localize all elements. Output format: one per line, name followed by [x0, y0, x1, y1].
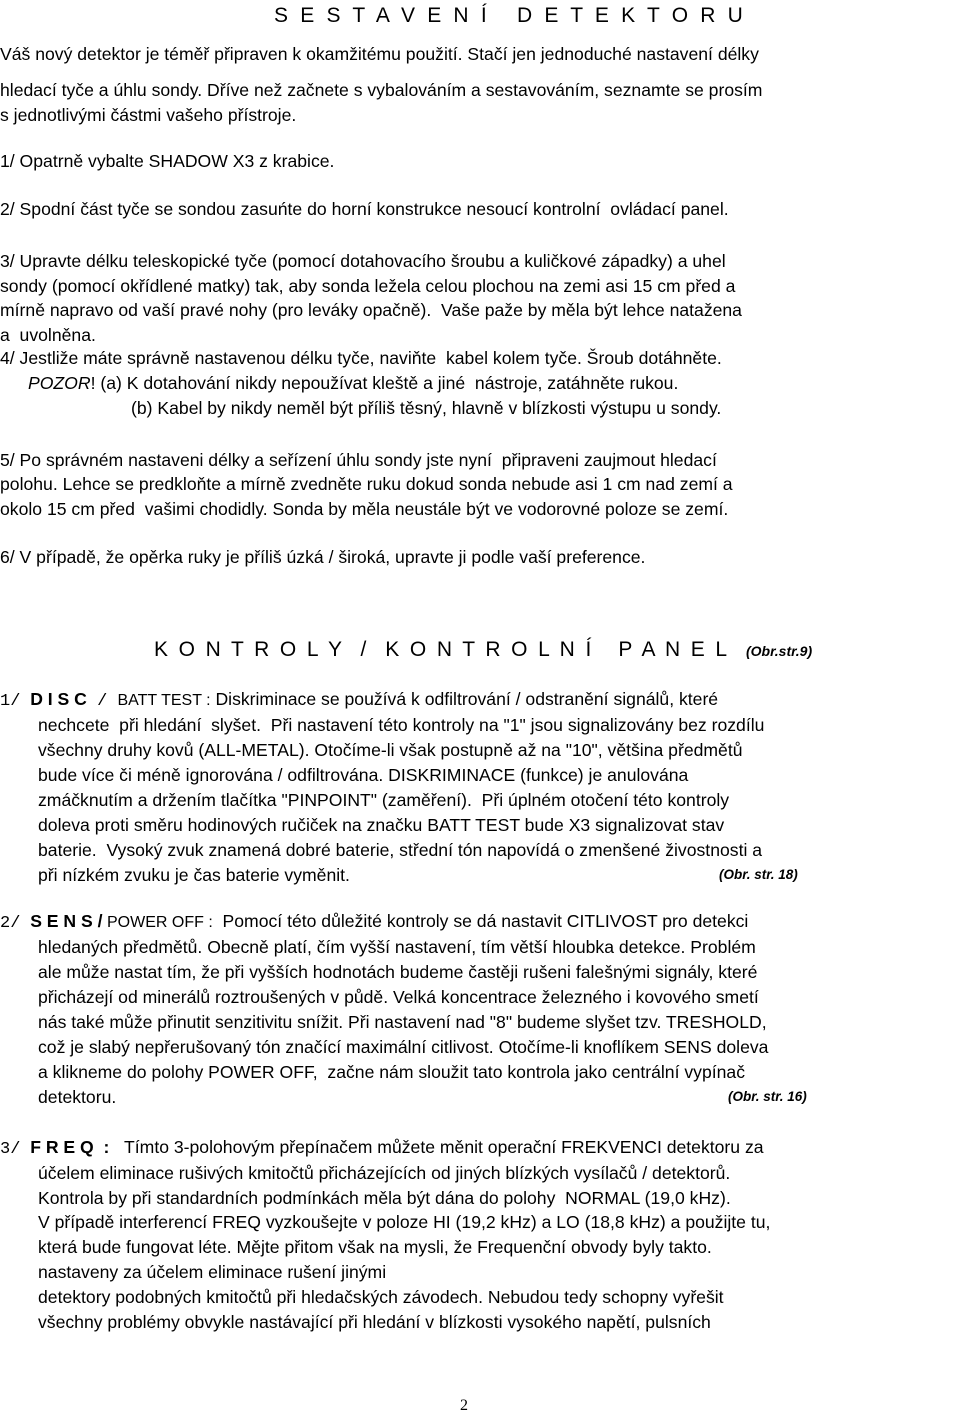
sens-line: hledaných předmětů. Obecně platí, čím vyšší nastavení, tím větší hloubka detekce. Problém: [38, 937, 756, 957]
sens-line: což je slabý nepřerušovaný tón značící maximální citlivost. Otočíme-li knoflíkem SENS doleva: [38, 1037, 769, 1057]
page-title: S E S T A V E N Í D E T E K T O R U: [274, 4, 747, 27]
sens-line: přicházejí od minerálů roztroušených v půdě. Velká koncentrace železného i kovového smetí: [38, 987, 759, 1007]
intro-line: Váš nový detektor je téměř připraven k okamžitému použití. Stačí jen jednoduché nastavení délky: [0, 44, 759, 64]
disc-line: baterie. Vysoký zvuk znamená dobré baterie, střední tón napovídá o zmenšené živostnosti a: [38, 840, 763, 860]
disc-ref: (Obr. str. 18): [719, 867, 798, 882]
disc-name: D I S C: [30, 689, 87, 709]
freq-name: F R E Q :: [30, 1137, 110, 1157]
freq-line: detektory podobných kmitočtů při hledačských závodech. Nebudou tedy schopny vyřešit: [38, 1287, 724, 1307]
intro-line: s jednotlivými částmi vašeho přístroje.: [0, 105, 297, 125]
step-5-line: okolo 15 cm před vašimi chodidly. Sonda by měla neustále být ve vodorovné poloze se zemí.: [0, 499, 729, 519]
disc-line: nechcete při hledání slyšet. Při nastavení této kontroly na "1" jsou signalizovány bez rozdílu: [38, 715, 765, 735]
step-5-line: polohu. Lehce se predkloňte a mírně zvedněte ruku dokud sonda nebude asi 1 cm nad zemí a: [0, 474, 733, 494]
section-title-text: K O N T R O L Y / K O N T R O L N Í P A N E L: [154, 638, 730, 661]
disc-heading: [0, 688, 718, 713]
step-6: 6/ V případě, že opěrka ruky je příliš úzká / široká, upravte ji podle vaší preference.: [0, 547, 646, 567]
disc-label: BATT TEST :: [117, 692, 211, 709]
sens-heading: [0, 910, 748, 935]
sens-text-first: Pomocí této důležité kontroly se dá nastavit CITLIVOST pro detekci: [212, 911, 749, 931]
freq-line: nastaveny za účelem eliminace rušení jinými: [38, 1262, 387, 1282]
step-2: 2/ Spodní část tyče se sondou zasuńte do horní konstrukce nesoucí kontrolní ovládací panel.: [0, 199, 729, 219]
disc-slash: /: [86, 692, 118, 711]
freq-number: 3/: [0, 1140, 21, 1159]
step-3-line: a uvolněna.: [0, 325, 96, 345]
sens-name: S E N S /: [30, 911, 103, 931]
step-3-line: mírně napravo od vaší pravé nohy (pro leváky opačně). Vaše paže by měla být lehce natažena: [0, 300, 742, 320]
freq-line: V případě interferencí FREQ vyzkoušejte v poloze HI (19,2 kHz) a LO (18,8 kHz) a použijte tu,: [38, 1212, 771, 1232]
disc-line: při nízkém zvuku je čas baterie vyměnit.: [38, 865, 350, 885]
freq-text-first: Tímto 3-polohovým přepínačem můžete měnit operační FREKVENCI detektoru za: [124, 1137, 764, 1157]
pozor-text-b: (b) Kabel by nikdy neměl být příliš těsný, hlavně v blízkosti výstupu u sondy.: [131, 398, 722, 418]
freq-line: účelem eliminace rušivých kmitočtů přicházejících od jiných blízkých vysílačů / detektorů.: [38, 1163, 731, 1183]
sens-number: 2/: [0, 914, 21, 933]
disc-text-first: Diskriminace se používá k odfiltrování / odstranění signálů, které: [210, 689, 719, 709]
disc-line: doleva proti směru hodinových ručiček na značku BATT TEST bude X3 signalizovat stav: [38, 815, 725, 835]
disc-line: zmáčknutím a držením tlačítka "PINPOINT" (zaměření). Při úplném otočení této kontroly: [38, 790, 730, 810]
step-3-line: sondy (pomocí okřídlené matky) tak, aby sonda ležela celou plochou na zemi asi 15 cm před a: [0, 276, 736, 296]
sens-ref: (Obr. str. 16): [728, 1089, 807, 1104]
step-1: 1/ Opatrně vybalte SHADOW X3 z krabice.: [0, 151, 335, 171]
section-title: [154, 638, 812, 662]
sens-line: nás také může přinutit senzitivitu snížit. Při nastavení nad "8" budeme slyšet tzv. TRESHOLD,: [38, 1012, 767, 1032]
intro-line: hledací tyče a úhlu sondy. Dříve než začnete s vybalováním a sestavováním, seznamte se prosím: [0, 80, 763, 100]
pozor-line: [28, 372, 678, 394]
page-number: 2: [460, 1397, 468, 1414]
sens-line: ale může nastat tím, že při vyšších hodnotách budeme častěji rušeni falešnými signály, které: [38, 962, 758, 982]
section-ref: (Obr.str.9): [745, 643, 813, 659]
sens-line: a klikneme do polohy POWER OFF, začne nám sloužit tato kontrola jako centrální vypínač: [38, 1062, 746, 1082]
freq-heading: [0, 1136, 764, 1161]
pozor-text-a: ! (a) K dotahování nikdy nepoužívat kleště a jiné nástroje, zatáhněte rukou.: [90, 373, 679, 393]
freq-line: všechny problémy obvykle nastávající při hledání v blízkosti vysokého napětí, pulsních: [38, 1312, 711, 1332]
disc-line: všechny druhy kovů (ALL-METAL). Otočíme-li však postupně až na "10", většina předmětů: [38, 740, 743, 760]
freq-line: která bude fungovat léte. Mějte přitom však na mysli, že Frequenční obvody byly takto.: [38, 1237, 712, 1257]
sens-line: detektoru.: [38, 1087, 117, 1107]
pozor-label: POZOR: [28, 373, 91, 393]
sens-label: POWER OFF :: [102, 914, 213, 931]
freq-line: Kontrola by při standardních podmínkách měla být dána do polohy NORMAL (19,0 kHz).: [38, 1188, 731, 1208]
step-3-line: 3/ Upravte délku teleskopické tyče (pomocí dotahovacího šroubu a kuličkové západky) a uhel: [0, 251, 726, 271]
step-5-line: 5/ Po správném nastaveni délky a seřízení úhlu sondy jste nyní připraveni zaujmout hledací: [0, 450, 717, 470]
step-4: 4/ Jestliže máte správně nastavenou délku tyče, naviňte kabel kolem tyče. Šroub dotáhněte.: [0, 348, 722, 368]
disc-number: 1/: [0, 692, 21, 711]
disc-line: bude více či méně ignorována / odfiltrována. DISKRIMINACE (funkce) je anulována: [38, 765, 689, 785]
